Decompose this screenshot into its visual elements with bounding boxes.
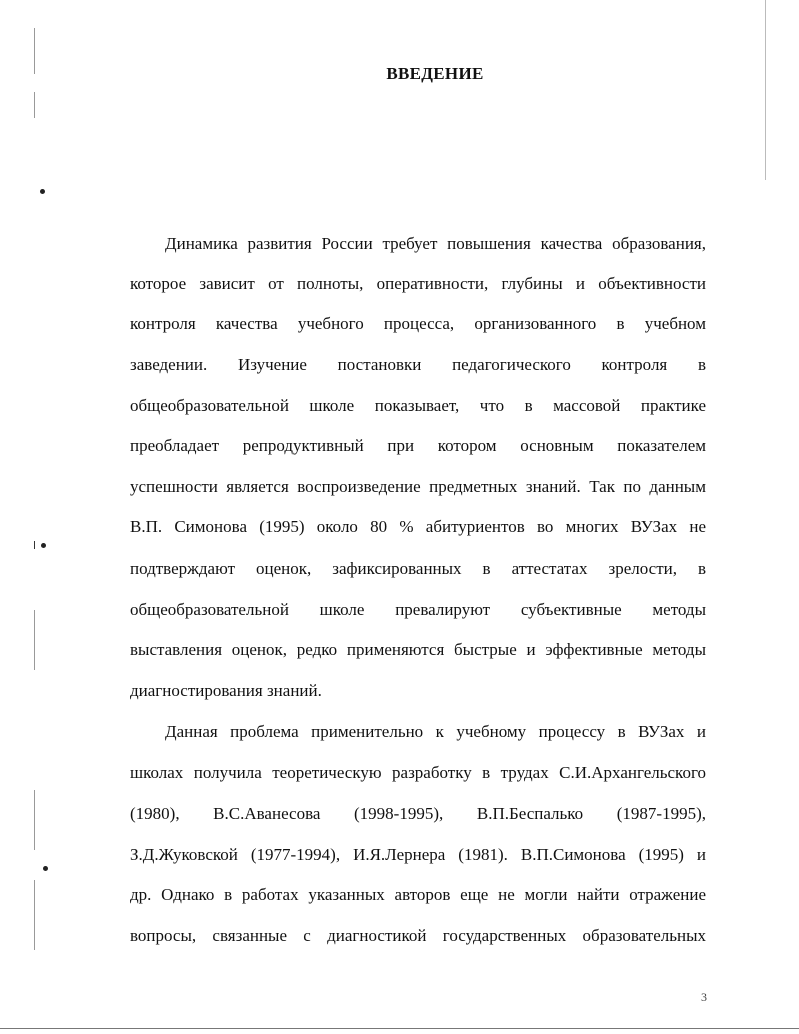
text-line: выставления оценок, редко применяются быстрые и эффективные методы bbox=[130, 640, 706, 659]
text-line: заведении. Изучение постановки педагогического контроля в bbox=[130, 355, 706, 374]
scan-artifact bbox=[40, 189, 45, 194]
text-line: В.П. Симонова (1995) около 80 % абитуриентов во многих ВУЗах не bbox=[130, 517, 706, 536]
scan-artifact bbox=[34, 880, 35, 950]
text-line: З.Д.Жуковской (1977-1994), И.Я.Лернера (1981). В.П.Симонова (1995) и bbox=[130, 845, 706, 864]
text-line: вопросы, связанные с диагностикой государственных образовательных bbox=[130, 926, 706, 945]
text-line: Данная проблема применительно к учебному процессу в ВУЗах и bbox=[165, 722, 706, 741]
text-line: диагностирования знаний. bbox=[130, 681, 322, 700]
scan-artifact bbox=[34, 28, 35, 74]
scan-artifact bbox=[41, 543, 46, 548]
text-line: общеобразовательной школе превалируют субъективные методы bbox=[130, 600, 706, 619]
text-line: которое зависит от полноты, оперативности, глубины и объективности bbox=[130, 274, 706, 293]
scan-artifact bbox=[34, 92, 35, 118]
text-line: общеобразовательной школе показывает, что в массовой практике bbox=[130, 396, 706, 415]
text-line: успешности является воспроизведение предметных знаний. Так по данным bbox=[130, 477, 706, 496]
scan-artifact bbox=[34, 541, 35, 549]
page-title: ВВЕДЕНИЕ bbox=[386, 64, 484, 83]
scan-artifact bbox=[34, 610, 35, 670]
text-line: подтверждают оценок, зафиксированных в аттестатах зрелости, в bbox=[130, 559, 706, 578]
text-line: школах получила теоретическую разработку в трудах С.И.Архангельского bbox=[130, 763, 706, 782]
text-line: др. Однако в работах указанных авторов еще не могли найти отражение bbox=[130, 885, 706, 904]
text-line: контроля качества учебного процесса, организованного в учебном bbox=[130, 314, 706, 333]
page-number: 3 bbox=[701, 990, 707, 1004]
scan-artifact bbox=[34, 790, 35, 850]
scan-artifact bbox=[43, 866, 48, 871]
text-line: преобладает репродуктивный при котором основным показателем bbox=[130, 436, 706, 455]
scan-artifact bbox=[0, 1028, 799, 1029]
text-line: (1980), В.С.Аванесова (1998-1995), В.П.Беспалько (1987-1995), bbox=[130, 804, 706, 823]
scan-artifact bbox=[765, 0, 766, 180]
text-line: Динамика развития России требует повышения качества образования, bbox=[165, 234, 706, 253]
